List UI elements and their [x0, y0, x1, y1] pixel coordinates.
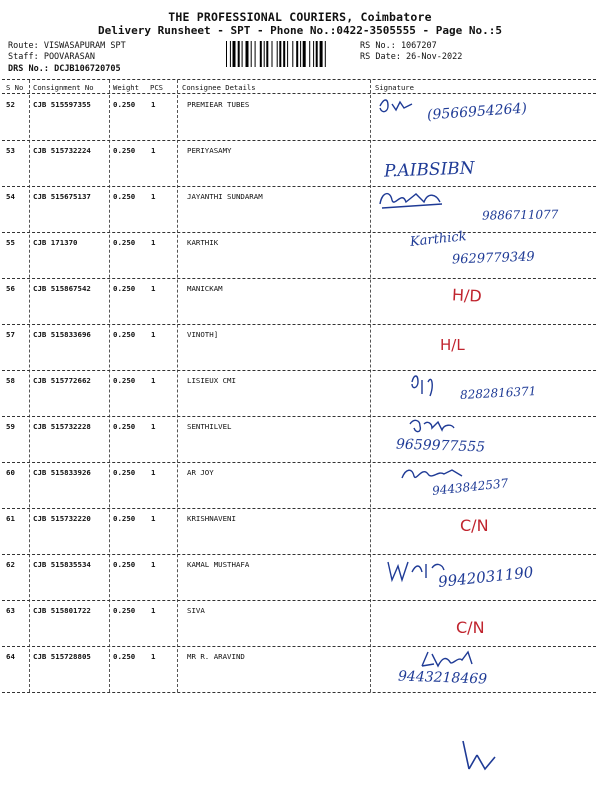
- col-header-consignee: Consignee Details: [182, 83, 256, 92]
- row-sno: 63: [6, 606, 15, 615]
- row-weight: 0.250: [113, 330, 136, 339]
- signature-cell: [372, 188, 597, 234]
- row-weight: 0.250: [113, 652, 136, 661]
- row-weight: 0.250: [113, 100, 136, 109]
- row-consignee: LISIEUX CMI: [187, 376, 236, 385]
- table-row: [0, 280, 600, 326]
- row-consignment-no: CJB 515732220: [33, 514, 91, 523]
- row-consignment-no: CJB 515801722: [33, 606, 91, 615]
- row-weight: 0.250: [113, 192, 136, 201]
- signature-stroke: [422, 652, 472, 666]
- table-row: [0, 464, 600, 510]
- header-bottom-rule: [2, 93, 596, 94]
- row-consignee: KRISHNAVENI: [187, 514, 236, 523]
- row-consignee: PERIYASAMY: [187, 146, 232, 155]
- table-row: [0, 510, 600, 556]
- barcode-bar: [287, 41, 288, 67]
- row-sno: 62: [6, 560, 15, 569]
- row-consignment-no: CJB 515833696: [33, 330, 91, 339]
- row-consignment-no: CJB 515597355: [33, 100, 91, 109]
- barcode-bar: [296, 41, 298, 67]
- table-row: [0, 648, 600, 694]
- barcode-bar: [309, 41, 310, 67]
- row-consignment-no: CJB 515732224: [33, 146, 91, 155]
- document-title: THE PROFESSIONAL COURIERS, Coimbatore: [168, 10, 432, 24]
- table-row: [0, 602, 600, 648]
- barcode: [226, 41, 352, 67]
- signature-cell: [372, 96, 597, 142]
- row-divider: [2, 370, 596, 371]
- barcode-bar: [277, 41, 278, 67]
- col-header-signature: Signature: [375, 83, 414, 92]
- signature-cell: [372, 464, 597, 510]
- handwritten-phone: 9443842537: [431, 476, 509, 498]
- signature-cell: [372, 418, 597, 464]
- row-consignee: VINOTH]: [187, 330, 219, 339]
- staff-info: Staff: POOVARASAN: [8, 52, 95, 62]
- row-consignment-no: CJB 515867542: [33, 284, 91, 293]
- table-row: [0, 188, 600, 234]
- row-pcs: 1: [151, 422, 156, 431]
- rs-date: RS Date: 26-Nov-2022: [360, 52, 463, 62]
- row-divider: [2, 278, 596, 279]
- table-row: [0, 418, 600, 464]
- barcode-bar: [272, 41, 273, 67]
- drs-number: [8, 64, 121, 74]
- table-row: [0, 142, 600, 188]
- table-row: [0, 229, 600, 280]
- row-consignee: KARTHIK: [187, 238, 219, 247]
- table-row: [0, 556, 600, 602]
- row-weight: 0.250: [113, 468, 136, 477]
- handwritten-name: Karthick: [409, 229, 468, 250]
- signature-cell: [372, 602, 597, 648]
- row-divider: [2, 232, 596, 233]
- rs-number: RS No.: 1067207: [360, 41, 437, 51]
- signature-cell: [372, 280, 597, 326]
- runsheet-subtitle: Delivery Runsheet - SPT - Phone No.:0422-3505555 - Page No.:5: [98, 24, 502, 37]
- drs-value: DCJB106720705: [54, 64, 121, 74]
- barcode-bar: [316, 41, 318, 67]
- row-sno: 60: [6, 468, 15, 477]
- row-sno: 52: [6, 100, 15, 109]
- row-consignment-no: CJB 515675137: [33, 192, 91, 201]
- row-pcs: 1: [151, 330, 156, 339]
- barcode-bar: [230, 41, 231, 67]
- row-consignee: SIVA: [187, 606, 205, 615]
- barcode-bar: [283, 41, 285, 67]
- route-info: Route: VISWASAPURAM SPT: [8, 41, 126, 51]
- row-consignment-no: CJB 171370: [33, 238, 78, 247]
- barcode-bar: [313, 41, 314, 67]
- handwritten-phone: 9443218469: [397, 668, 488, 688]
- row-sno: 54: [6, 192, 15, 201]
- barcode-bar: [303, 41, 306, 67]
- signature-stroke: [388, 562, 444, 580]
- row-divider: [2, 508, 596, 509]
- signature-cell: [372, 142, 597, 188]
- row-weight: 0.250: [113, 284, 136, 293]
- barcode-bar: [266, 41, 268, 67]
- table-row: [0, 96, 600, 142]
- signature-cell: [372, 372, 597, 418]
- row-pcs: 1: [151, 468, 156, 477]
- row-consignment-no: CJB 515772662: [33, 376, 91, 385]
- row-sno: 59: [6, 422, 15, 431]
- handwritten-phone: 9942031190: [437, 563, 535, 591]
- signature-cell: [372, 556, 597, 602]
- barcode-bar: [233, 41, 236, 67]
- row-divider: [2, 416, 596, 417]
- row-sno: 61: [6, 514, 15, 523]
- row-pcs: 1: [151, 514, 156, 523]
- handwritten-phone: 9659977555: [395, 436, 486, 456]
- signature-stroke: [380, 194, 442, 208]
- barcode-bar: [320, 41, 323, 67]
- barcode-bar: [300, 41, 301, 67]
- barcode-bar: [242, 41, 243, 67]
- barcode-bar: [238, 41, 240, 67]
- row-consignment-no: CJB 515728805: [33, 652, 91, 661]
- row-sno: 58: [6, 376, 15, 385]
- row-divider: [2, 324, 596, 325]
- row-sno: 55: [6, 238, 15, 247]
- row-consignee: AR JOY: [187, 468, 214, 477]
- row-consignee: MR R. ARAVIND: [187, 652, 245, 661]
- handwritten-name: P.AIBSIBN: [383, 158, 475, 182]
- row-divider: [2, 462, 596, 463]
- signature-cell: [372, 648, 597, 694]
- row-sno: 53: [6, 146, 15, 155]
- barcode-bar: [279, 41, 281, 67]
- signature-stroke: [380, 100, 412, 112]
- row-weight: 0.250: [113, 560, 136, 569]
- row-consignment-no: CJB 515833926: [33, 468, 91, 477]
- row-divider: [2, 692, 596, 693]
- signature-stroke: [412, 376, 432, 396]
- row-pcs: 1: [151, 560, 156, 569]
- col-header-weight: Weight: [113, 83, 139, 92]
- table-top-rule: [2, 79, 596, 80]
- row-consignment-no: CJB 515835534: [33, 560, 91, 569]
- signature-cell: [372, 510, 597, 556]
- table-row: [0, 326, 600, 372]
- row-sno: 64: [6, 652, 15, 661]
- delivery-remark: C/N: [460, 516, 489, 535]
- row-consignee: KAMAL MUSTHAFA: [187, 560, 250, 569]
- row-weight: 0.250: [113, 606, 136, 615]
- row-divider: [2, 140, 596, 141]
- barcode-bar: [325, 41, 326, 67]
- handwritten-phone: (9566954264): [426, 100, 528, 124]
- row-weight: 0.250: [113, 422, 136, 431]
- row-consignee: MANICKAM: [187, 284, 223, 293]
- delivery-remark: H/D: [451, 285, 483, 306]
- row-divider: [2, 600, 596, 601]
- table-row: [0, 372, 600, 418]
- barcode-bar: [292, 41, 293, 67]
- row-pcs: 1: [151, 284, 156, 293]
- barcode-bar: [251, 41, 252, 67]
- row-consignee: SENTHILVEL: [187, 422, 232, 431]
- handwritten-mark: [455, 735, 505, 775]
- handwritten-phone: 8282816371: [459, 384, 537, 402]
- drs-label: DRS No.:: [8, 64, 49, 74]
- row-consignment-no: CJB 515732228: [33, 422, 91, 431]
- row-pcs: 1: [151, 238, 156, 247]
- row-sno: 56: [6, 284, 15, 293]
- signature-cell: [372, 326, 597, 372]
- handwritten-phone: 9886711077: [481, 207, 559, 223]
- col-header-consignment: Consignment No: [33, 83, 94, 92]
- row-weight: 0.250: [113, 238, 136, 247]
- row-sno: 57: [6, 330, 15, 339]
- row-consignee: PREMIEAR TUBES: [187, 100, 250, 109]
- barcode-bar: [246, 41, 249, 67]
- row-consignee: JAYANTHI SUNDARAM: [187, 192, 263, 201]
- signature-stroke: [402, 470, 462, 478]
- row-weight: 0.250: [113, 376, 136, 385]
- row-divider: [2, 186, 596, 187]
- row-pcs: 1: [151, 146, 156, 155]
- signature-cell: [372, 229, 597, 280]
- handwritten-phone: 9629779349: [451, 249, 535, 268]
- row-pcs: 1: [151, 652, 156, 661]
- signature-stroke: [410, 420, 454, 431]
- row-pcs: 1: [151, 606, 156, 615]
- row-pcs: 1: [151, 376, 156, 385]
- row-pcs: 1: [151, 192, 156, 201]
- row-weight: 0.250: [113, 514, 136, 523]
- col-header-sno: S No: [6, 83, 24, 92]
- col-header-pcs: PCS: [150, 83, 163, 92]
- barcode-bar: [255, 41, 256, 67]
- row-pcs: 1: [151, 100, 156, 109]
- barcode-bar: [226, 41, 227, 67]
- row-divider: [2, 554, 596, 555]
- row-divider: [2, 646, 596, 647]
- barcode-bar: [260, 41, 262, 67]
- delivery-remark: C/N: [456, 618, 485, 637]
- barcode-bar: [264, 41, 265, 67]
- delivery-remark: H/L: [440, 336, 465, 354]
- row-weight: 0.250: [113, 146, 136, 155]
